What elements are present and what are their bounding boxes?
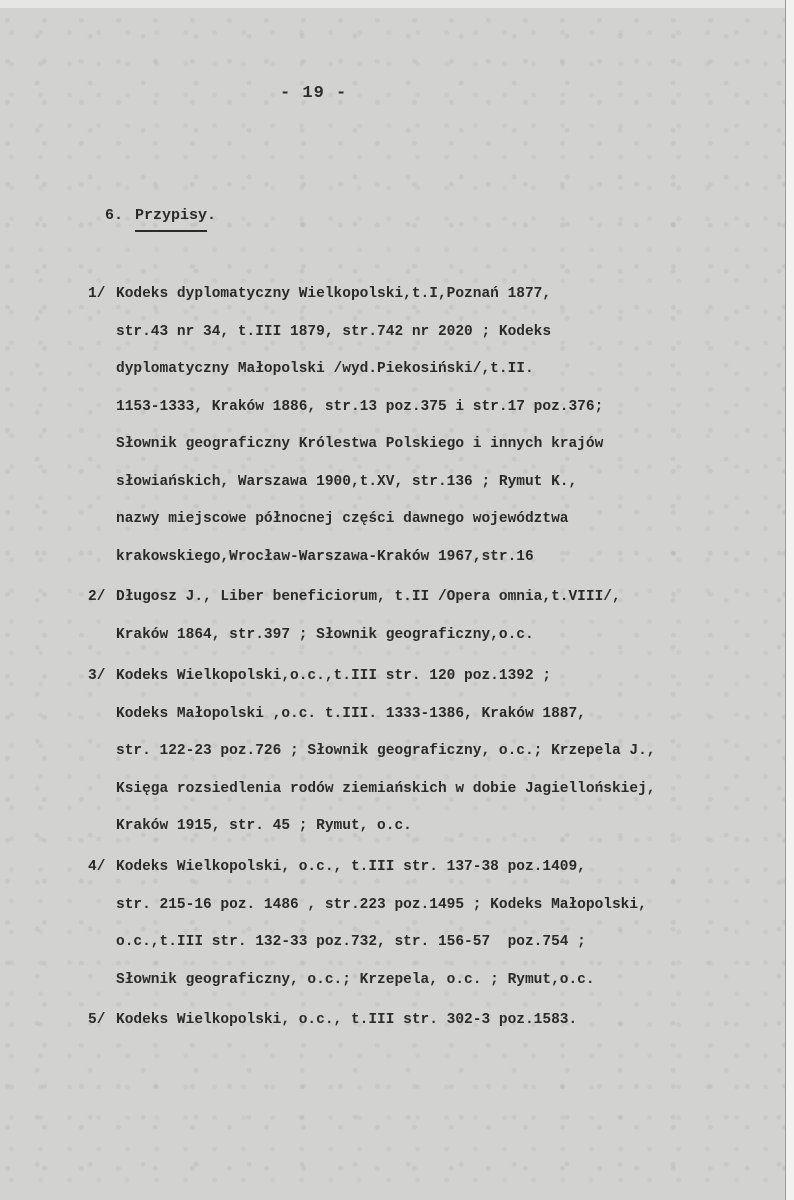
footnote-line: Długosz J., Liber beneficiorum, t.II /Opera omnia,t.VIII/, xyxy=(116,589,621,605)
footnote-line: Kodeks Wielkopolski, o.c., t.III str. 302-3 poz.1583. xyxy=(116,1012,578,1028)
footnote-line: str. 122-23 poz.726 ; Słownik geograficzny, o.c.; Krzepela J., xyxy=(116,743,656,759)
page-number: - 19 - xyxy=(280,84,348,103)
page-right-edge xyxy=(785,0,794,1200)
section-title-period: . xyxy=(207,207,217,224)
footnote-line: Kraków 1864, str.397 ; Słownik geograficzny,o.c. xyxy=(116,626,534,643)
footnote-line: słowiańskich, Warszawa 1900,t.XV, str.136 ; Rymut K., xyxy=(116,473,578,490)
page-top-edge xyxy=(0,0,794,8)
section-heading xyxy=(87,190,216,224)
footnote-line: dyplomatyczny Małopolski /wyd.Piekosiński/,t.II. xyxy=(116,361,534,377)
footnote-line: 1153-1333, Kraków 1886, str.13 poz.375 i str.17 poz.376; xyxy=(116,398,604,415)
footnote-marker: 1/ xyxy=(88,286,106,302)
footnote-line: o.c.,t.III str. 132-33 poz.732, str. 156-57 poz.754 ; xyxy=(116,934,586,950)
footnote-line: nazwy miejscowe północnej części dawnego województwa xyxy=(116,511,569,527)
section-number: 6. xyxy=(105,207,124,224)
footnote-marker: 2/ xyxy=(88,589,106,605)
footnote-marker: 4/ xyxy=(88,859,106,875)
footnote-line: krakowskiego,Wrocław-Warszawa-Kraków 1967,str.16 xyxy=(116,548,534,565)
footnote-line: Kraków 1915, str. 45 ; Rymut, o.c. xyxy=(116,818,412,834)
footnote-5 xyxy=(88,1002,778,1040)
footnote-3 xyxy=(88,658,778,846)
footnote-line: Księga rozsiedlenia rodów ziemiańskich w dobie Jagiellońskiej, xyxy=(116,780,656,797)
footnote-marker: 5/ xyxy=(88,1012,106,1028)
footnote-line: Kodeks Wielkopolski, o.c., t.III str. 137-38 poz.1409, xyxy=(116,859,586,875)
footnote-marker: 3/ xyxy=(88,668,106,684)
footnote-2 xyxy=(88,579,778,654)
section-title: Przypisy xyxy=(135,207,207,232)
footnote-4 xyxy=(88,849,778,999)
footnote-line: str.43 nr 34, t.III 1879, str.742 nr 2020 ; Kodeks xyxy=(116,323,552,340)
footnote-line: Słownik geograficzny Królestwa Polskiego i innych krajów xyxy=(116,436,604,452)
footnote-line: str. 215-16 poz. 1486 , str.223 poz.1495 ; Kodeks Małopolski, xyxy=(116,896,647,913)
footnote-line: Kodeks dyplomatyczny Wielkopolski,t.I,Poznań 1877, xyxy=(116,286,552,302)
footnote-line: Słownik geograficzny, o.c.; Krzepela, o.c. ; Rymut,o.c. xyxy=(116,971,595,988)
footnote-1 xyxy=(88,276,778,576)
footnote-line: Kodeks Wielkopolski,o.c.,t.III str. 120 poz.1392 ; xyxy=(116,668,552,684)
footnote-line: Kodeks Małopolski ,o.c. t.III. 1333-1386, Kraków 1887, xyxy=(116,705,586,722)
